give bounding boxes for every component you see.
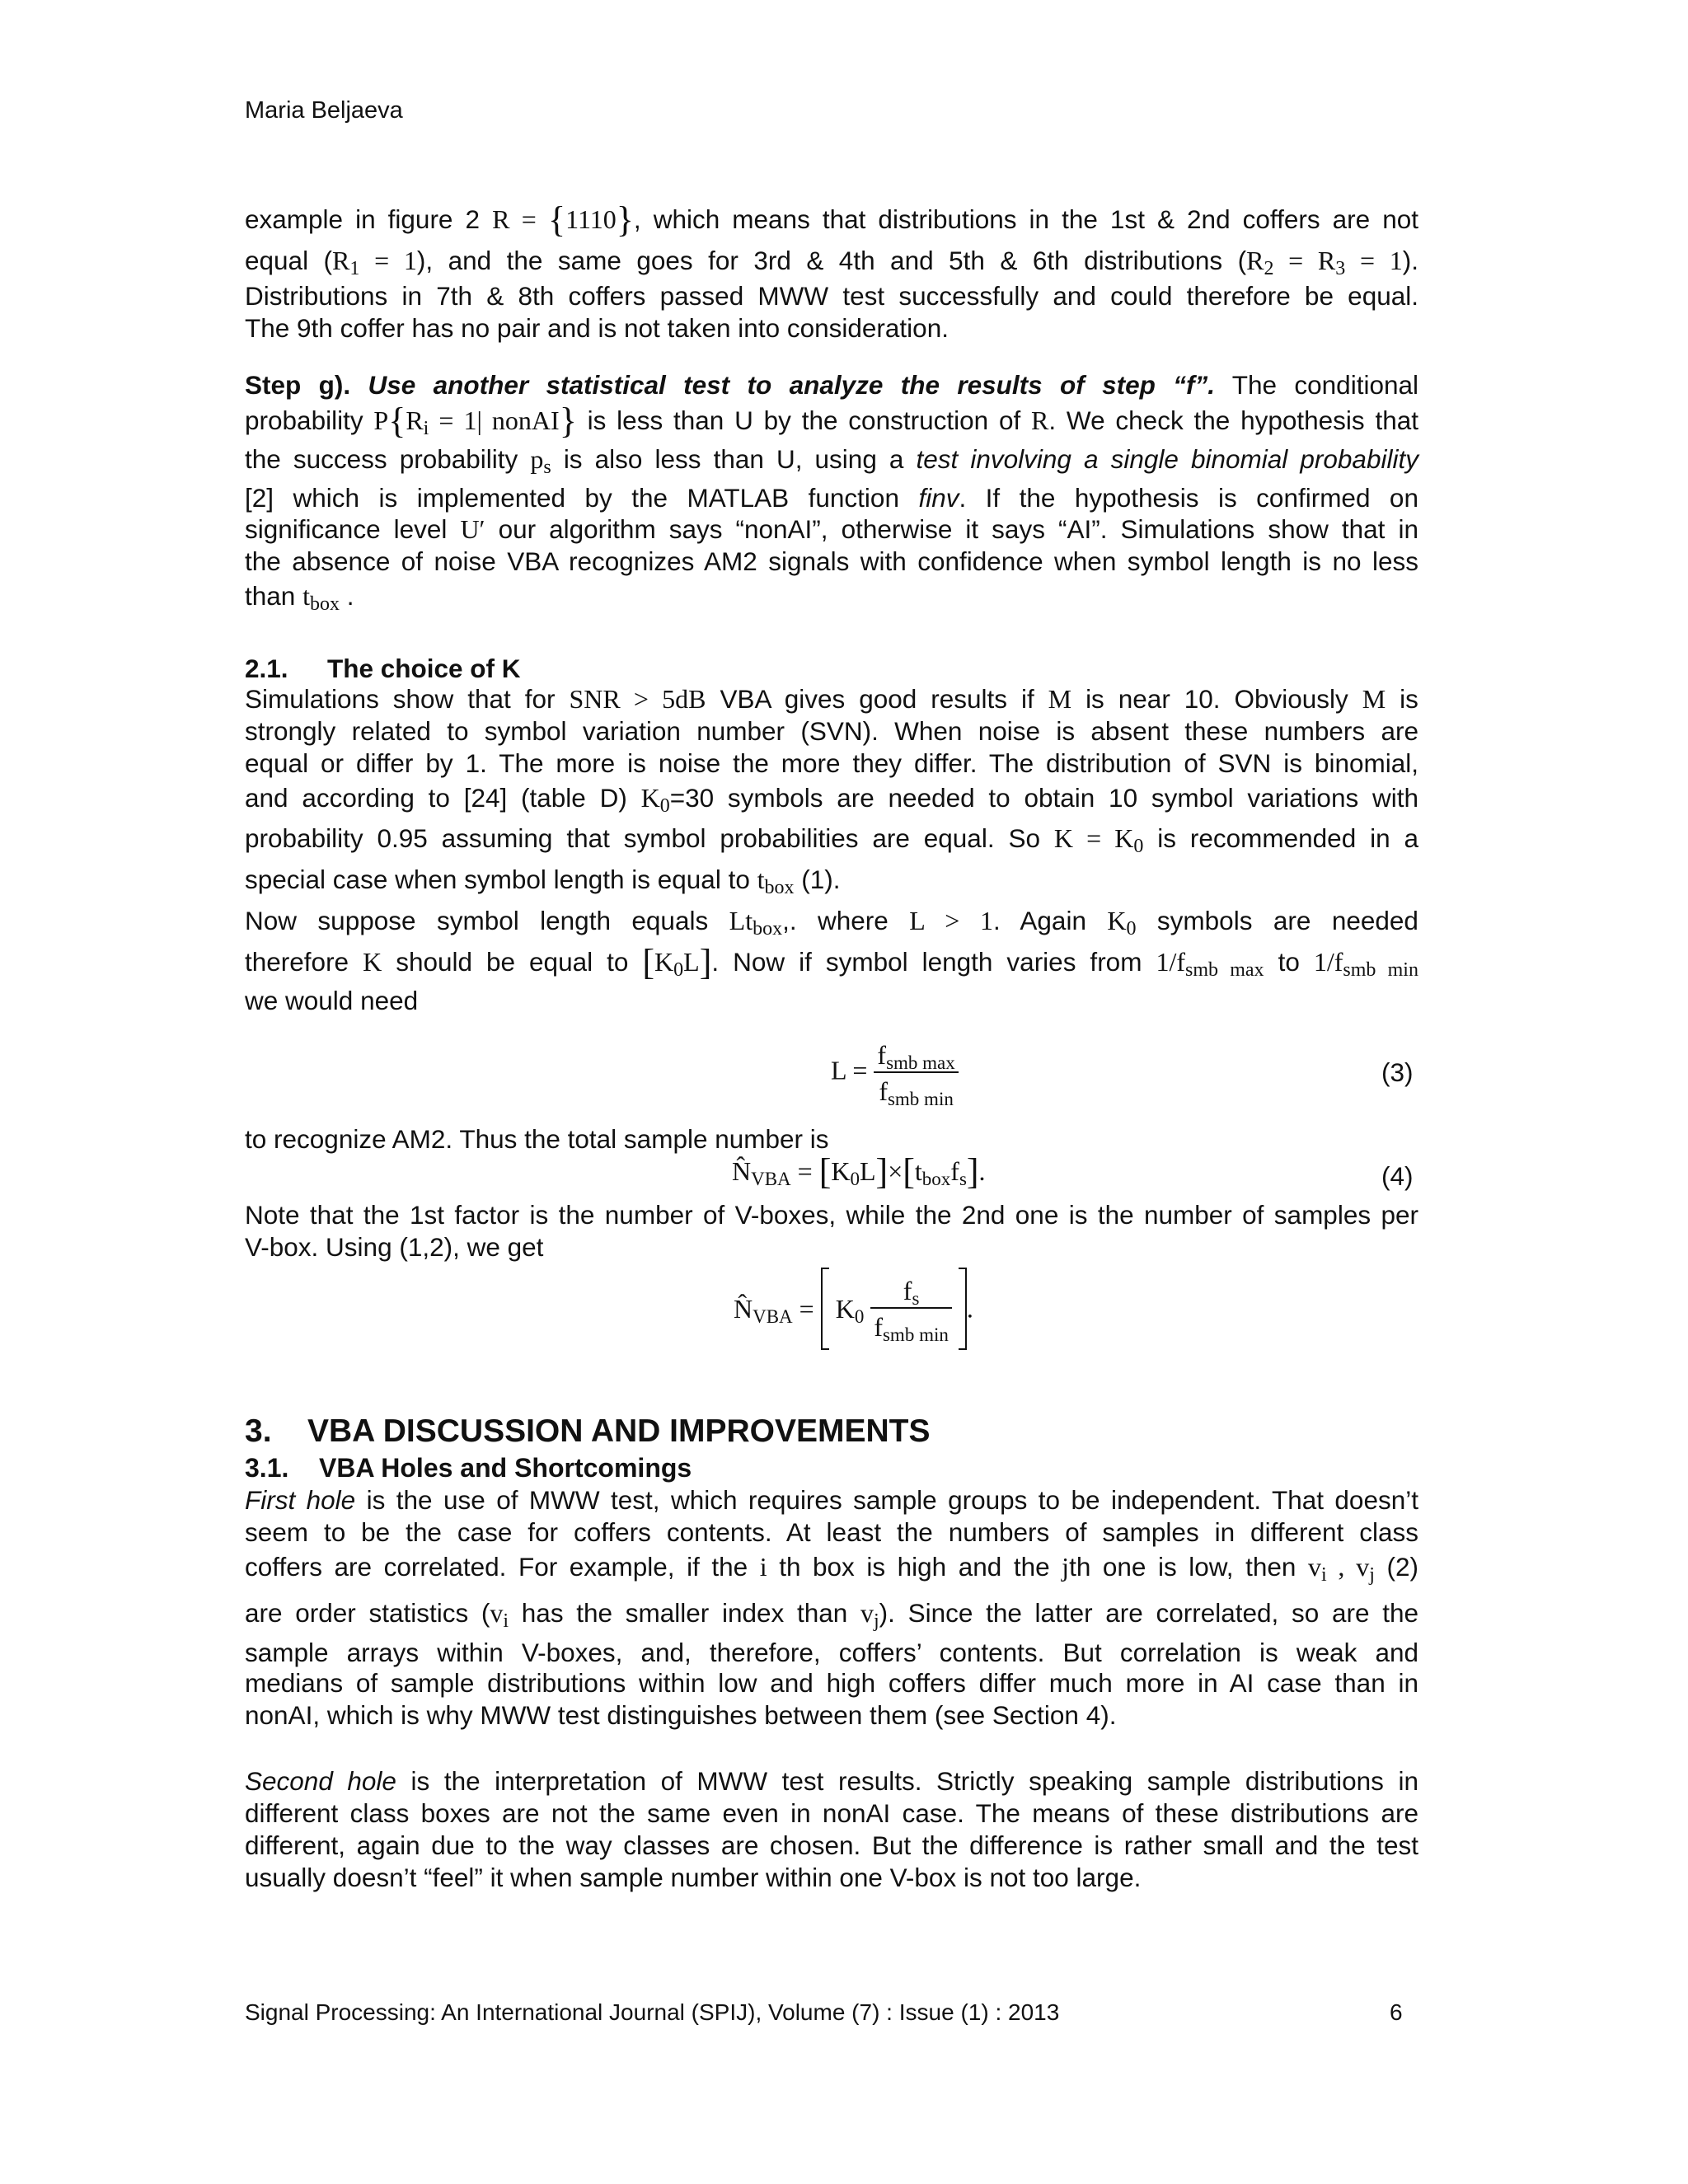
equation-4: $N̂_{VBA} = [K_0L]\times[t_{box}f_s]$. [732, 1151, 986, 1192]
page-number: 6 [1390, 1999, 1403, 2025]
section-heading-3-1: 3.1. VBA Holes and Shortcomings [245, 1453, 692, 1483]
paragraph-step-g: Step g). Use another statistical test to analyze the results of step “f”. The conditional probability $P\{R_i = 1|$ nonAI} is less than U by the construction of R. We check the hypothesis that the success probability $p_s$ is also less than U, using a test involving a single binomial probability [2] which is implemented by the MATLAB function finv. If the hypothesis is confirmed on significance level U′ our algorithm says “nonAI”, otherwise it says “AI”. Simulations show that in the absence of noise VBA recognizes AM2 signals with confidence when symbol length is no less than $t_{box}$ . [245, 370, 1419, 615]
paragraph-second-hole: Second hole is the interpretation of MWW test results. Strictly speaking sample distributions in different class boxes are not the same even in nonAI case. The means of these distributions are different, again due to the way classes are chosen. But the difference is rather small and the test usually doesn’t “feel” it when sample number within one V-box is not too large. [245, 1766, 1418, 1892]
paragraph-figure-example: example in figure 2 R = {1110}, which means that distributions in the 1st & 2nd coffers are not equal $(R_1 = 1)$, and the same goes for 3rd & 4th and 5th & 6th distributions $(R_2 = R_3 = 1)$. Distributions in 7th & 8th coffers passed MWW test successfully and could therefore be equal. The 9th coffer has no pair and is not taken into consideration. [245, 199, 1419, 343]
running-header: Maria Beljaeva [245, 97, 403, 124]
equation-nvba-result: $N̂_{VBA} = K_0$ $\frac{f_s}{f_{smb min}}$ . [734, 1268, 973, 1350]
paragraph-total-sample: to recognize AM2. Thus the total sample number is [245, 1124, 829, 1154]
paragraph-note-factor: Note that the 1st factor is the number of V-boxes, while the 2nd one is the number of samples per V-box. Using (1,2), we get [245, 1200, 1418, 1262]
section-heading-2-1: 2.1. The choice of K [245, 654, 521, 683]
paragraph-first-hole: First hole is the use of MWW test, which requires sample groups to be independent. That doesn’t seem to be the case for coffers contents. At least the numbers of samples in different class coffers are correlated. For example, if the i th box is high and the jth one is low, then $v_i$ , $v_j$ (2) are order statistics ($v_i$ has the smaller index than $v_j$). Since the latter are correlated, so are the sample arrays within V-boxes, and, therefore, coffers’ contents. But correlation is weak and medians of sample distributions within low and high coffers differ much more in AI case than in nonAI, which is why MWW test distinguishes between them (see Section 4). [245, 1485, 1418, 1730]
running-footer: Signal Processing: An International Journal (SPIJ), Volume (7) : Issue (1) : 2013 [245, 1999, 1060, 2025]
section-heading-3: 3. VBA DISCUSSION AND IMPROVEMENTS [245, 1413, 931, 1449]
equation-number-3: (3) [1381, 1057, 1414, 1087]
paragraph-choice-of-k: Simulations show that for SNR > 5dB VBA gives good results if M is near 10. Obviously M is strongly related to symbol variation number (SVN). When noise is absent these numbers are equal or differ by 1. The more is noise the more they differ. The distribution of SVN is binomial, and according to [24] (table D) $K_0=30$ symbols are needed to obtain 10 symbol variations with probability 0.95 assuming that symbol probabilities are equal. So $K = K_0$ is recommended in a special case when symbol length is equal to $t_{box}$ (1). Now suppose symbol length equals $Lt_{box}$,. where L > 1. Again $K_0$ symbols are needed therefore K should be equal to $[K_0L]$. Now if symbol length varies from $1/f_{smb max}$ to $1/f_{smb min}$ we would need [245, 684, 1418, 1015]
equation-number-4: (4) [1381, 1161, 1414, 1191]
equation-3: L = $\frac{f_{smb max}}{f_{smb min}}$ [831, 1040, 959, 1106]
